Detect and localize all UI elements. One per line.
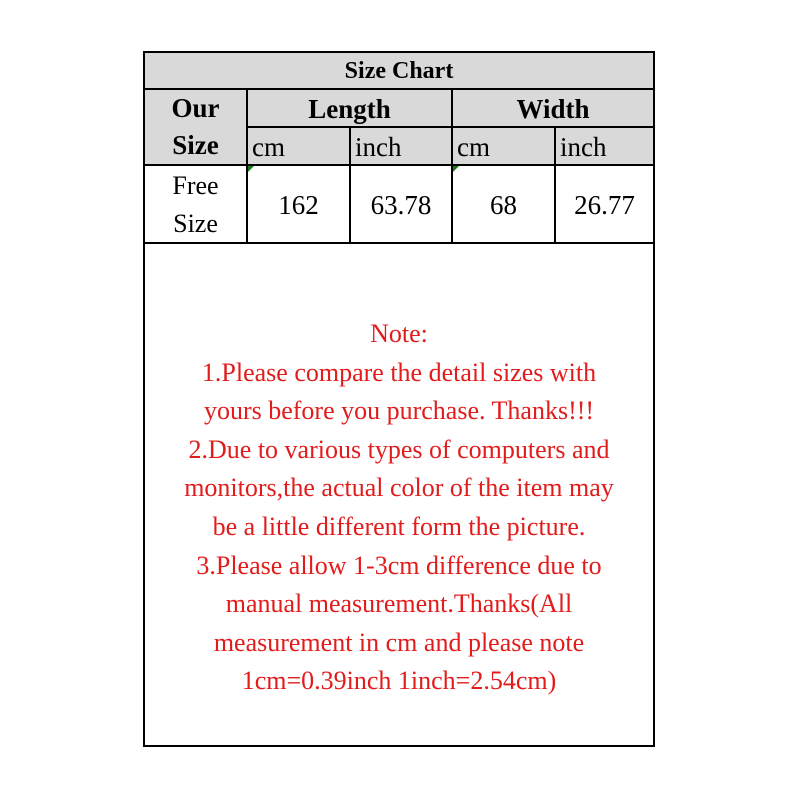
free-size-line1: Free (172, 171, 219, 200)
value-length-cm: 162 (248, 166, 351, 244)
size-chart-frame (143, 51, 655, 747)
value-width-cm: 68 (453, 166, 556, 244)
unit-width-cm: cm (453, 128, 556, 166)
length-header: Length (248, 90, 453, 128)
value-width-inch: 26.77 (556, 166, 653, 244)
width-header: Width (453, 90, 653, 128)
note-line: 3.Please allow 1-3cm difference due to (196, 550, 602, 580)
note-line: be a little different form the picture. (212, 511, 586, 541)
value-length-inch: 63.78 (351, 166, 453, 244)
note-line: 1cm=0.39inch 1inch=2.54cm) (241, 666, 557, 696)
unit-length-cm: cm (248, 128, 351, 166)
cell-marker-width-cm (453, 166, 459, 172)
note-block (145, 315, 653, 701)
note-line: 2.Due to various types of computers and (188, 434, 610, 464)
note-line: yours before you purchase. Thanks!!! (203, 396, 595, 426)
unit-length-inch: inch (351, 128, 453, 166)
our-size-line1: Our (171, 93, 220, 123)
note-line: monitors,the actual color of the item may (184, 473, 614, 503)
free-size-label (145, 166, 248, 244)
note-line: manual measurement.Thanks(All (225, 589, 573, 619)
our-size-line2: Size (172, 130, 219, 160)
note-line: measurement in cm and please note (213, 627, 585, 657)
size-chart-title: Size Chart (145, 53, 653, 90)
note-line: 1.Please compare the detail sizes with (201, 357, 597, 387)
our-size-header (145, 90, 248, 166)
free-size-line2: Size (173, 209, 218, 238)
note-line: Note: (370, 319, 428, 348)
cell-marker-length-cm (248, 166, 254, 172)
unit-width-inch: inch (556, 128, 653, 166)
